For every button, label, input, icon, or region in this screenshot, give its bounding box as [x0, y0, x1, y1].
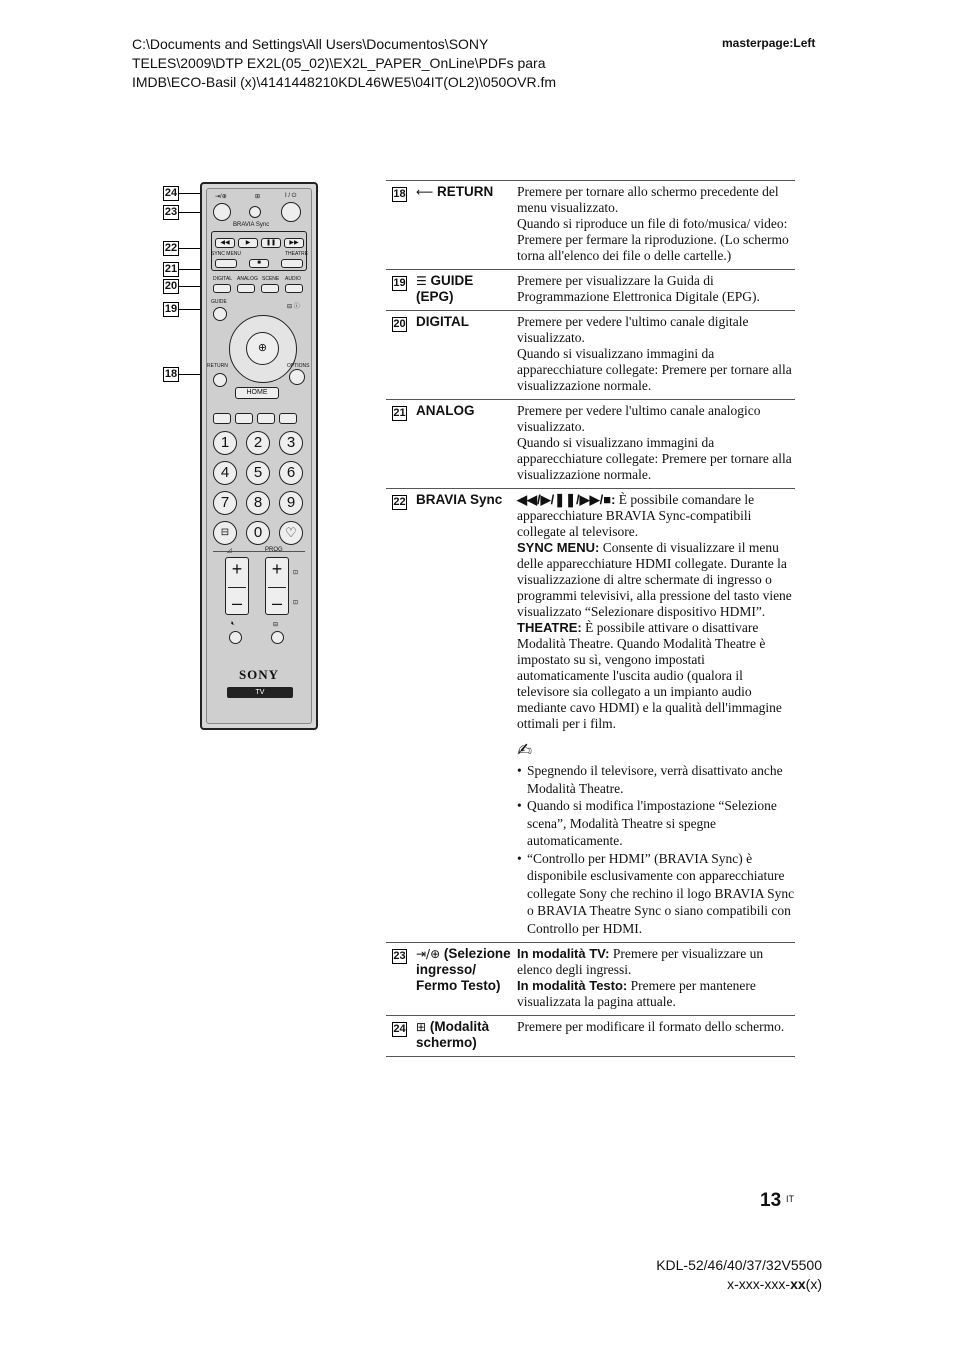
note-item: • Quando si modifica l'impostazione “Selezione scena”, Modalità Theatre si spegne automaticamente. — [517, 797, 795, 850]
theatre-label: THEATRE — [285, 251, 308, 257]
input-select-icon: ⇥/⊕ — [416, 947, 441, 961]
sync-menu-button — [215, 259, 237, 268]
item-number: 19 — [393, 277, 406, 289]
color-button-red — [213, 413, 231, 424]
tv-label: TV — [227, 687, 293, 698]
page-down-icon: ⊡ — [293, 600, 299, 606]
item-number: 22 — [393, 496, 406, 508]
theatre-text: È possibile attivare o disattivare Modalità Theatre. Quando Modalità Theatre è impostato su sì, vengono impostati automaticamente l'uscita audio (qualora il televisore sia collegato a un impianto audio mediante cavo HDMI) e la qualità dell'immagine ottimali per i film. — [517, 620, 782, 731]
item-description: Premere per vedere l'ultimo canale analogico visualizzato. — [517, 403, 761, 434]
tv-mode-description — [517, 946, 795, 978]
callout-20: 20 — [164, 280, 178, 292]
sync-menu-label: SYNC MENU — [211, 251, 242, 257]
analog-label: ANALOG — [237, 276, 258, 282]
playback-text: È possibile comandare le apparecchiature BRAVIA Sync-compatibili collegate al televisore. — [517, 492, 755, 539]
footer — [600, 1256, 822, 1294]
pause-button: ❚❚ — [261, 238, 281, 248]
input-icon: ⇥/⊕ — [215, 194, 227, 200]
item-name: ANALOG — [416, 403, 475, 418]
number-button: 3 — [279, 431, 303, 455]
input-button — [213, 203, 231, 221]
file-path-line: TELES\2009\DTP EX2L(05_02)\EX2L_PAPER_OnLine\PDFs para — [132, 55, 546, 71]
return-label: RETURN — [207, 363, 228, 369]
bravia-sync-label: BRAVIA Sync — [233, 222, 270, 228]
playback-description — [517, 492, 795, 540]
notes-list — [517, 762, 795, 937]
mute-icon: 🔇︎ — [231, 621, 235, 627]
return-button — [213, 373, 227, 387]
item-number: 24 — [393, 1023, 406, 1035]
text-mode-title: In modalità Testo: — [517, 978, 628, 993]
item-description: Premere per visualizzare la Guida di Programmazione Elettronica Digitale (EPG). — [517, 273, 760, 304]
guide-icon: ☰ — [416, 274, 427, 288]
screen-mode-icon: ⊞ — [255, 194, 261, 200]
forward-button: ▶▶ — [284, 238, 304, 248]
item-number: 18 — [393, 188, 406, 200]
digital-label: DIGITAL — [213, 276, 233, 282]
table-row — [386, 270, 795, 311]
table-row — [386, 181, 795, 270]
item-description: Quando si riproduce un file di foto/musica/ video: Premere per fermare la riproduzione. (Lo schermo torna all'elenco dei file o delle cartelle.) — [517, 216, 789, 263]
scene-button — [261, 284, 279, 293]
number-button: 2 — [246, 431, 270, 455]
program-rocker: + – — [265, 557, 289, 615]
file-path-line: IMDB\ECO-Basil (x)\4141448210KDL46WE5\04IT(OL2)\050OVR.fm — [132, 74, 557, 90]
prog-label: PROG — [265, 547, 283, 553]
number-button: 6 — [279, 461, 303, 485]
sync-menu-text: Consente di visualizzare il menu delle apparecchiature HDMI collegate. Durante la visualizzazione di altre schermate di ingresso o programmi televisivi, alla pressione del tasto viene visualizzato “Selezionare dispositivo HDMI”. — [517, 540, 792, 619]
item-number: 20 — [393, 318, 406, 330]
number-button: 9 — [279, 491, 303, 515]
power-button — [281, 202, 301, 222]
table-row — [386, 489, 795, 943]
callout-22: 22 — [164, 242, 178, 254]
item-description: Quando si visualizzano immagini da apparecchiature collegate: Premere per tornare alla visualizzazione normale. — [517, 346, 792, 393]
sync-menu-title: SYNC MENU: — [517, 540, 600, 555]
remote-illustration — [160, 180, 320, 732]
subtitle-icon: ⊟ — [273, 622, 279, 628]
color-button-yellow — [257, 413, 275, 424]
code-suffix: (x) — [805, 1276, 822, 1292]
teletext-icons: ⊟ ⓘ — [287, 304, 300, 310]
file-path-line: C:\Documents and Settings\All Users\Documentos\SONY — [132, 36, 489, 52]
stop-button: ■ — [249, 259, 269, 268]
table-row — [386, 311, 795, 400]
audio-button — [285, 284, 303, 293]
text-mode-text: Premere per mantenere visualizzata la pagina attuale. — [517, 978, 756, 1009]
number-button: 8 — [246, 491, 270, 515]
analog-button — [237, 284, 255, 293]
note-icon: ✍ — [517, 740, 533, 761]
home-button: HOME — [235, 387, 279, 399]
power-label: I / ⏻ — [285, 193, 297, 199]
callout-23: 23 — [164, 206, 178, 218]
text-mode-description — [517, 978, 795, 1010]
callout-24: 24 — [164, 187, 178, 199]
audio-label: AUDIO — [285, 276, 301, 282]
number-button: 7 — [213, 491, 237, 515]
callout-19: 19 — [164, 303, 178, 315]
mute-button — [229, 631, 242, 644]
item-description: Premere per vedere l'ultimo canale digitale visualizzato. — [517, 314, 749, 345]
options-button — [289, 369, 305, 385]
page-language: IT — [786, 1194, 794, 1204]
code-prefix: x-xxx-xxx- — [727, 1276, 791, 1292]
number-button: 4 — [213, 461, 237, 485]
color-button-green — [235, 413, 253, 424]
document-code — [600, 1275, 822, 1294]
page-up-icon: ⊡ — [293, 570, 299, 576]
number-button: 1 — [213, 431, 237, 455]
screen-mode-icon: ⊞ — [416, 1020, 427, 1034]
tv-mode-text: Premere per visualizzare un elenco degli ingressi. — [517, 946, 764, 977]
item-number: 23 — [393, 950, 406, 962]
remote-face — [206, 188, 312, 724]
remote-control — [200, 182, 318, 730]
item-number: 21 — [393, 407, 406, 419]
rewind-button: ◀◀ — [215, 238, 235, 248]
table-row — [386, 400, 795, 489]
favourites-button: ♡ — [279, 521, 303, 545]
item-name: RETURN — [436, 184, 494, 199]
playback-keys-label: ◀◀/▶/❚❚/▶▶/■: — [517, 492, 616, 507]
button-description-table — [386, 180, 795, 1057]
model-number: KDL-52/46/40/37/32V5500 — [656, 1257, 822, 1273]
scene-label: SCENE — [262, 276, 280, 282]
note-item: • Spegnendo il televisore, verrà disattivato anche Modalità Theatre. — [517, 762, 795, 797]
table-row — [386, 1016, 795, 1057]
table-row — [386, 943, 795, 1016]
theatre-button — [281, 259, 303, 268]
volume-icon: ◿ — [227, 548, 232, 554]
teletext-button: ⊟ — [213, 521, 237, 545]
guide-button — [213, 307, 227, 321]
guide-label: GUIDE — [211, 299, 227, 305]
tv-mode-title: In modalità TV: — [517, 946, 610, 961]
screen-mode-button — [249, 206, 261, 218]
file-path-header — [132, 35, 652, 92]
theatre-description — [517, 620, 795, 732]
code-bold: xx — [790, 1276, 806, 1292]
ok-button: ⊕ — [246, 332, 279, 365]
color-button-blue — [279, 413, 297, 424]
page-number: 13 — [760, 1190, 782, 1211]
callout-18: 18 — [164, 368, 178, 380]
callout-21: 21 — [164, 263, 178, 275]
item-description: Quando si visualizzano immagini da apparecchiature collegate: Premere per tornare alla visualizzazione normale. — [517, 435, 792, 482]
note-item: • “Controllo per HDMI” (BRAVIA Sync) è disponibile esclusivamente con apparecchiature collegate Sony che rechino il logo BRAVIA Sync o BRAVIA Theatre Sync o siano compatibili con Controllo per HDMI. — [517, 850, 795, 938]
play-button: ▶ — [238, 238, 258, 248]
item-name: GUIDE (EPG) — [416, 273, 474, 304]
theatre-title: THEATRE: — [517, 620, 582, 635]
brand-logo: SONY — [238, 667, 280, 682]
digital-button — [213, 284, 231, 293]
number-button: 0 — [246, 521, 270, 545]
sync-menu-description — [517, 540, 795, 620]
item-name: BRAVIA Sync — [416, 492, 503, 507]
item-description: Premere per tornare allo schermo precedente del menu visualizzato. — [517, 184, 779, 215]
masterpage-label: masterpage:Left — [722, 36, 816, 50]
item-name: (Modalità schermo) — [416, 1019, 490, 1050]
number-button: 5 — [246, 461, 270, 485]
navigation-pad — [229, 315, 297, 383]
volume-rocker: + – — [225, 557, 249, 615]
item-name: (Selezione ingresso/ Fermo Testo) — [416, 946, 511, 993]
item-description: Premere per modificare il formato dello schermo. — [517, 1019, 785, 1034]
return-icon: ⟵ — [416, 185, 434, 199]
options-label: OPTIONS — [287, 363, 310, 369]
subtitle-button — [271, 631, 284, 644]
item-name: DIGITAL — [416, 314, 469, 329]
